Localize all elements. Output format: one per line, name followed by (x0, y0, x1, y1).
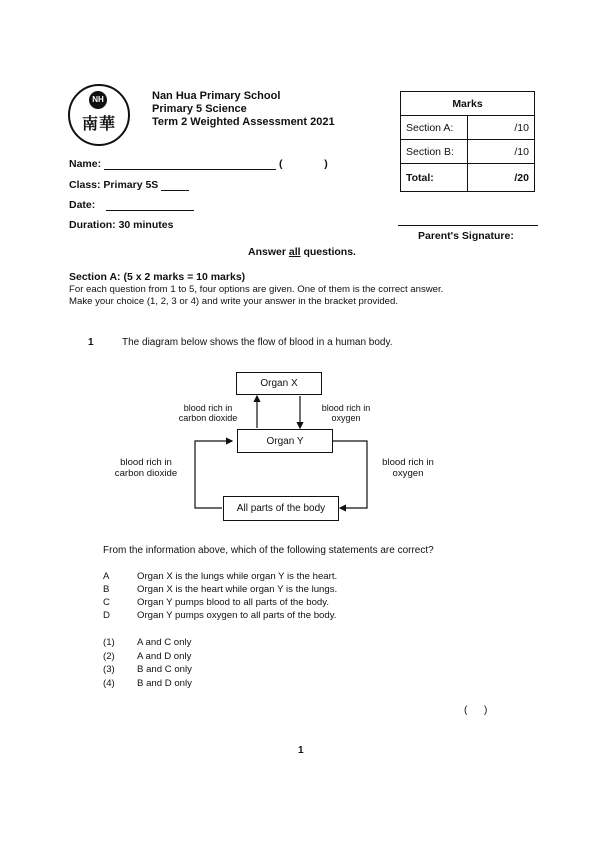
statement-a-text: Organ X is the lungs while organ Y is the heart. (137, 571, 338, 582)
section-a-label: Section A: (401, 116, 468, 140)
label-bottom-left-line-1: blood rich in (120, 457, 172, 468)
answer-options (103, 636, 192, 690)
question-number: 1 (88, 337, 94, 348)
date-label: Date: (69, 199, 96, 211)
option-4-key: (4) (103, 677, 115, 689)
label-top-left-line-1: blood rich in (183, 403, 233, 413)
section-a-title: Section A: (5 x 2 marks = 10 marks) (69, 271, 246, 283)
option-2-key: (2) (103, 650, 115, 662)
date-row (69, 199, 194, 211)
total-score[interactable]: /20 (468, 164, 535, 192)
answer-all-pre: Answer (248, 246, 289, 258)
section-b-score[interactable]: /10 (468, 140, 535, 164)
logo-initials: NH (89, 91, 107, 109)
option-2-text: A and D only (137, 650, 192, 662)
label-bottom-right-line-1: blood rich in (382, 457, 434, 468)
body-box: All parts of the body (223, 496, 339, 521)
signature-line[interactable] (398, 225, 538, 226)
school-level: Primary 5 Science (152, 103, 247, 115)
statement-b-text: Organ X is the heart while organ Y is the lungs. (137, 584, 338, 595)
blood-flow-diagram (100, 366, 480, 526)
school-logo (68, 84, 130, 146)
label-bottom-left-line-2: carbon dioxide (114, 468, 178, 479)
statement-c-key: C (103, 597, 110, 608)
option-4 (103, 677, 192, 691)
option-3 (103, 663, 192, 677)
assessment-title: Term 2 Weighted Assessment 2021 (152, 116, 335, 128)
option-4-text: B and D only (137, 677, 192, 689)
statement-a (103, 570, 337, 583)
statement-c (103, 596, 337, 609)
name-label: Name: (69, 158, 102, 170)
signature-label: Parent's Signature: (418, 230, 514, 242)
label-bottom-right-line-2: oxygen (392, 468, 424, 479)
question-prompt: From the information above, which of the following statements are correct? (103, 545, 434, 556)
school-name: Nan Hua Primary School (152, 90, 281, 102)
instruction-line-2: Make your choice (1, 2, 3 or 4) and write your answer in the bracket provided. (69, 296, 399, 307)
option-3-key: (3) (103, 664, 115, 675)
label-top-right-line-2: oxygen (331, 413, 361, 423)
page-number: 1 (298, 745, 304, 756)
label-top-right-line-1: blood rich in (321, 403, 371, 413)
index-bracket-close: ) (324, 158, 328, 170)
answer-bracket[interactable]: ( ) (464, 705, 488, 716)
statement-d-key: D (103, 610, 110, 621)
organ-x-box: Organ X (236, 372, 322, 395)
section-a-score[interactable]: /10 (468, 116, 535, 140)
statement-d-text: Organ Y pumps oxygen to all parts of the body. (137, 610, 337, 621)
answer-all-instruction (248, 246, 356, 258)
logo-chinese-name: 南華 (81, 114, 116, 133)
option-3-text: B and C only (137, 664, 192, 675)
name-row (69, 158, 328, 170)
question-text: The diagram below shows the flow of blood in a human body. (122, 337, 393, 348)
date-field[interactable] (106, 210, 194, 211)
label-bottom-right (372, 457, 444, 479)
section-b-label: Section B: (401, 140, 468, 164)
section-a-instructions (69, 284, 443, 308)
total-label: Total: (401, 164, 468, 192)
organ-y-box: Organ Y (237, 429, 333, 453)
option-2 (103, 650, 192, 664)
statement-b (103, 583, 337, 596)
label-top-left (170, 403, 246, 423)
statement-b-key: B (103, 584, 110, 595)
index-bracket-open: ( (278, 158, 283, 170)
class-label: Class: Primary 5S (69, 179, 159, 191)
statement-a-key: A (103, 571, 110, 582)
class-row (69, 179, 189, 191)
school-header (152, 90, 335, 129)
answer-all-post: questions. (300, 246, 356, 258)
option-1-text: A and C only (137, 637, 192, 648)
label-bottom-left (104, 457, 188, 479)
marks-table (400, 91, 535, 192)
option-1-key: (1) (103, 637, 115, 648)
instruction-line-1: For each question from 1 to 5, four options are given. One of them is the correct answer. (69, 284, 444, 295)
name-field[interactable] (104, 169, 276, 170)
answer-all-underlined: all (288, 246, 301, 258)
label-top-left-line-2: carbon dioxide (178, 413, 238, 423)
label-top-right (308, 403, 384, 423)
class-field[interactable] (161, 190, 189, 191)
option-1 (103, 636, 192, 650)
statement-d (103, 609, 337, 622)
duration: Duration: 30 minutes (69, 219, 174, 231)
marks-header: Marks (401, 92, 535, 116)
statement-c-text: Organ Y pumps blood to all parts of the body. (137, 597, 329, 608)
statement-list (103, 570, 337, 622)
